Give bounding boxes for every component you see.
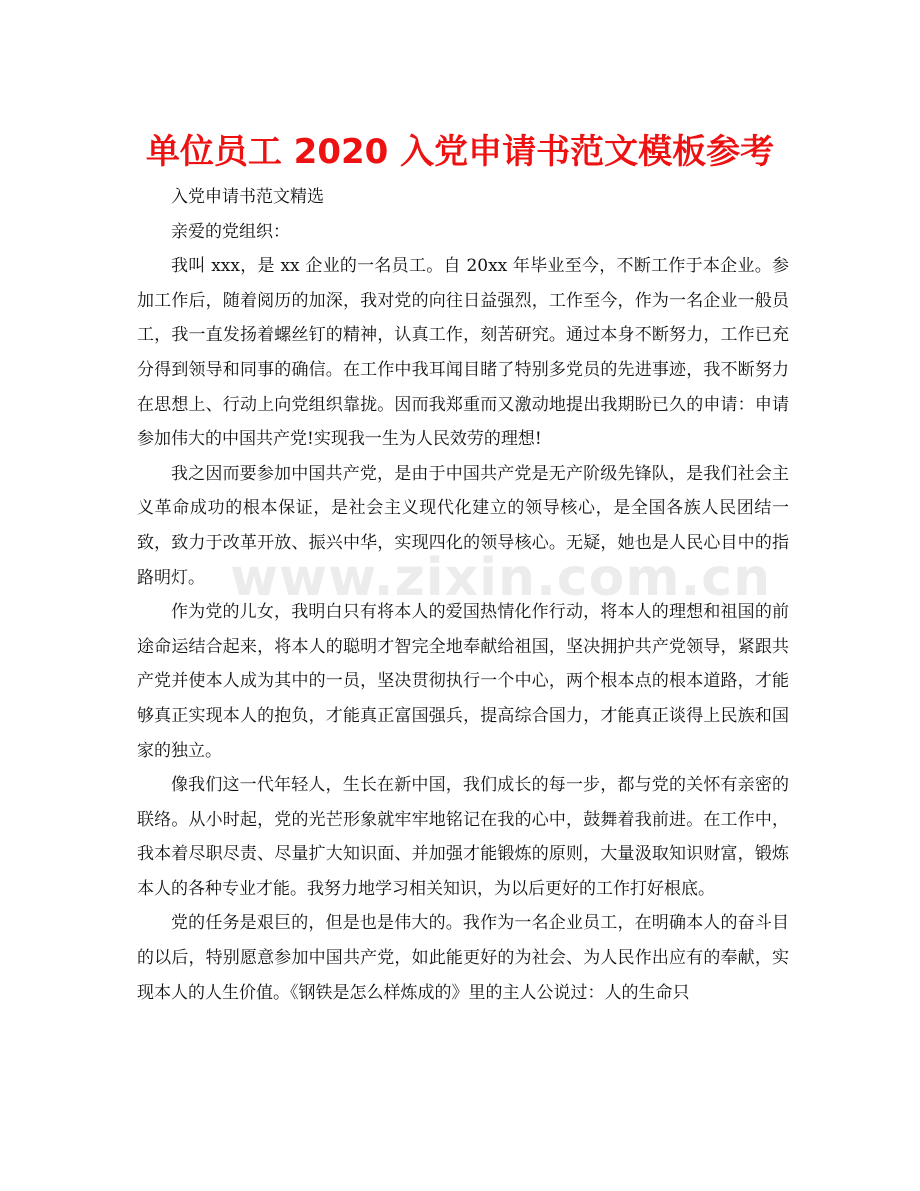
watermark: www.zixin.com.cn xyxy=(230,548,772,608)
document-body xyxy=(137,180,789,1010)
paragraph-youth: 像我们这一代年轻人，生长在新中国，我们成长的每一步，都与党的关怀有亲密的联络。从小时起，党的光芒形象就牢牢地铭记在我的心中，鼓舞着我前进。在工作中，我本着尽职尽责、尽量扩大知识面、并加强才能锻炼的原则，大量汲取知识财富，锻炼本人的各种专业才能。我努力地学习相关知识，为以后更好的工作打好根底。 xyxy=(137,775,789,899)
paragraph-heading: 入党申请书范文精选 xyxy=(171,187,324,207)
paragraph-task: 党的任务是艰巨的，但是也是伟大的。我作为一名企业员工，在明确本人的奋斗目的以后，特别愿意参加中国共产党，如此能更好的为社会、为人民作出应有的奉献，实现本人的人生价值。《钢铁是怎么样炼成的》里的主人公说过：人的生命只 xyxy=(137,913,789,1003)
paragraph-reason: 我之因而要参加中国共产党，是由于中国共产党是无产阶级先锋队，是我们社会主义革命成功的根本保证，是社会主义现代化建立的领导核心，是全国各族人民团结一致，致力于改革开放、振兴中华，实现四化的领导核心。无疑，她也是人民心目中的指路明灯。 xyxy=(137,463,789,588)
paragraph-salutation: 亲爱的党组织： xyxy=(171,221,290,242)
paragraph-commitment: 作为党的儿女，我明白只有将本人的爱国热情化作行动，将本人的理想和祖国的前途命运结合起来，将本人的聪明才智完全地奉献给祖国，坚决拥护共产党领导，紧跟共产党并使本人成为其中的一员，坚决贯彻执行一个中心，两个根本点的根本道路，才能够真正实现本人的抱负，才能真正富国强兵，提高综合国力，才能真正谈得上民族和国家的独立。 xyxy=(137,602,789,761)
paragraph-intro: 我叫 xxx，是 xx 企业的一名员工。自 20xx 年毕业至今，不断工作于本企业。参加工作后，随着阅历的加深，我对党的向往日益强烈，工作至今，作为一名企业一般员工，我一直发扬着螺丝钉的精神，认真工作，刻苦研究。通过本身不断努力，工作已充分得到领导和同事的确信。在工作中我耳闻目睹了特别多党员的先进事迹，我不断努力在思想上、行动上向党组织靠拢。因而我郑重而又激动地提出我期盼已久的申请：申请参加伟大的中国共产党!实现我一生为人民效劳的理想! xyxy=(137,256,789,450)
document-title: 单位员工 2020 入党申请书范文模板参考 xyxy=(145,132,775,172)
